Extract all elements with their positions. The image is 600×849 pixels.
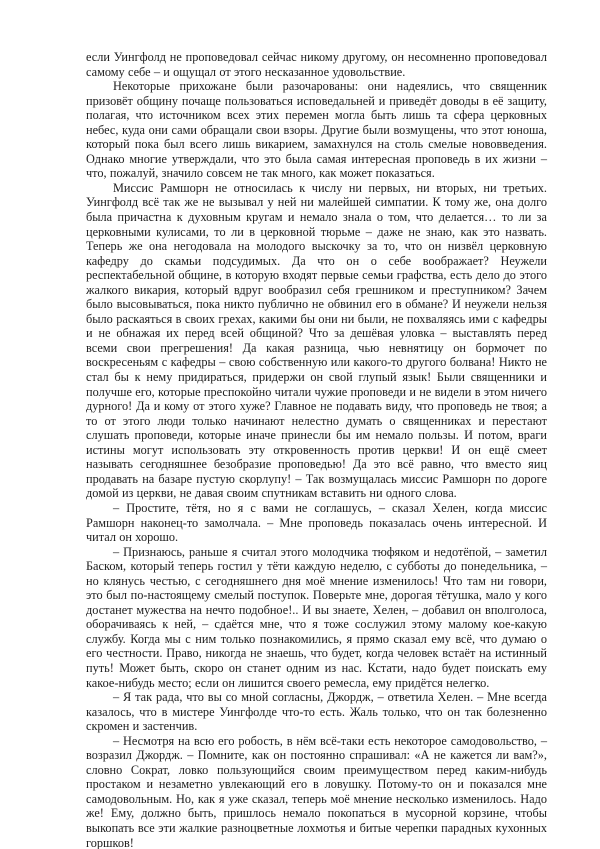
paragraph: Некоторые прихожане были разочарованы: они надеялись, что священник призовёт общину почаще пользоваться исповедальней и приведёт доводы в её защиту, полагая, что источником всех этих перемен могла быть лишь та сфера церковных небес, куда они сами обращали свои взоры. Другие были возмущены, что этот юноша, который пока был всего лишь викарием, замахнулся на столь смелые нововведения. Однако многие утверждали, что это была самая интересная проповедь в их жизни – что, пожалуй, значило совсем не так много, как может показаться. xyxy=(86,79,547,181)
paragraph: – Простите, тётя, но я с вами не соглашусь, – сказал Хелен, когда миссис Рамшорн наконец-то замолчала. – Мне проповедь показалась очень интересной. И читал он хорошо. xyxy=(86,500,547,545)
paragraph: если Уингфолд не проповедовал сейчас никому другому, он несомненно проповедовал самому себе – и ощущал от этого несказанное удовольствие. xyxy=(86,50,547,79)
paragraph: Миссис Рамшорн не относилась к числу ни первых, ни вторых, ни третьих. Уингфолд всё так же не вызывал у ней ни малейшей симпатии. К тому же, она долго была причастна к духовным кругам и немало знала о том, что делается… то ли за церковными кулисами, то ли в церковной тюрьме – даже не знаю, как это назвать. Теперь же она негодовала на молодого выскочку за то, что он низвёл церковную кафедру до скамьи подсудимых. Да что он о себе воображает? Неужели респектабельной общине, в которую входят первые семьи графства, есть дело до этого жалкого викария, который вдруг вообразил себя грешником и преступником? Зачем было высовываться, пока никто публично не обвинил его в обмане? И неужели нельзя было раскаяться в своих грехах, какими бы они ни были, не похваляясь ими с кафедры и не обнажая их перед всей общиной? Что за дешёвая уловка – выставлять перед всеми свои прегрешения! Да какая разница, чью невнятицу он бормочет по воскресеньям с кафедры – свою собственную или какого-то другого болвана! Никто не стал бы к нему придираться, придержи он свой глупый язык! Были священники и получше его, которые преспокойно читали чужие проповеди и не видели в этом ничего дурного! Да и кому от этого хуже? Главное не подавать виду, что проповедь не твоя; а то от этого люди только начинают нелестно думать о священниках и перестают слушать проповеди, которые иначе принесли бы им немало пользы. И потом, враги истины могут использовать эту откровенность против церкви! И он ещё смеет называть сегодняшнее безобразие проповедью! Да это всё равно, что вместо яиц продавать на базаре пустую скорлупу! – Так возмущалась миссис Рамшорн по дороге домой из церкви, не давая своим спутникам вставить ни одного слова. xyxy=(86,180,547,501)
paragraph: – Несмотря на всю его робость, в нём всё-таки есть некоторое самодовольство, – возразил Джордж. – Помните, как он постоянно спрашивал: «А не кажется ли вам?», словно Сократ, ловко пользующийся своим преимуществом перед каким-нибудь простаком и незаметно увлекающий его в ловушку. Потому-то он и показался мне самодовольным. Но, как я уже сказал, теперь моё мнение несколько изменилось. Надо же! Ему, должно быть, пришлось немало покопаться в мусорной корзине, чтобы выкопать все эти жалкие разноцветные лохмотья и битые черепки парадных кухонных горшков! xyxy=(86,733,547,849)
paragraph: – Признаюсь, раньше я считал этого молодчика тюфяком и недотёпой, – заметил Баском, который теперь гостил у тёти каждую неделю, с субботы до понедельника, – но клянусь честью, с сегодняшнего дня моё мнение изменилось! Что там ни говори, это был по-настоящему смелый поступок. Поверьте мне, дорогая тётушка, мало у кого достанет мужества на нечто подобное!.. И вы знаете, Хелен, – добавил он вполголоса, оборачиваясь к ней, – сдаётся мне, что я тоже сослужил этому малому кое-какую службу. Когда мы с ним только познакомились, я прямо сказал ему всё, что думаю о его честности. Право, никогда не знаешь, что будет, когда человек встаёт на истинный путь! Может быть, скоро он станет одним из нас. Кстати, надо будет поискать ему какое-нибудь место; если он лишится своего ремесла, ему придётся нелегко. xyxy=(86,544,547,690)
paragraph: – Я так рада, что вы со мной согласны, Джордж, – ответила Хелен. – Мне всегда казалось, что в мистере Уингфолде что-то есть. Жаль только, что он так болезненно скромен и застенчив. xyxy=(86,690,547,734)
